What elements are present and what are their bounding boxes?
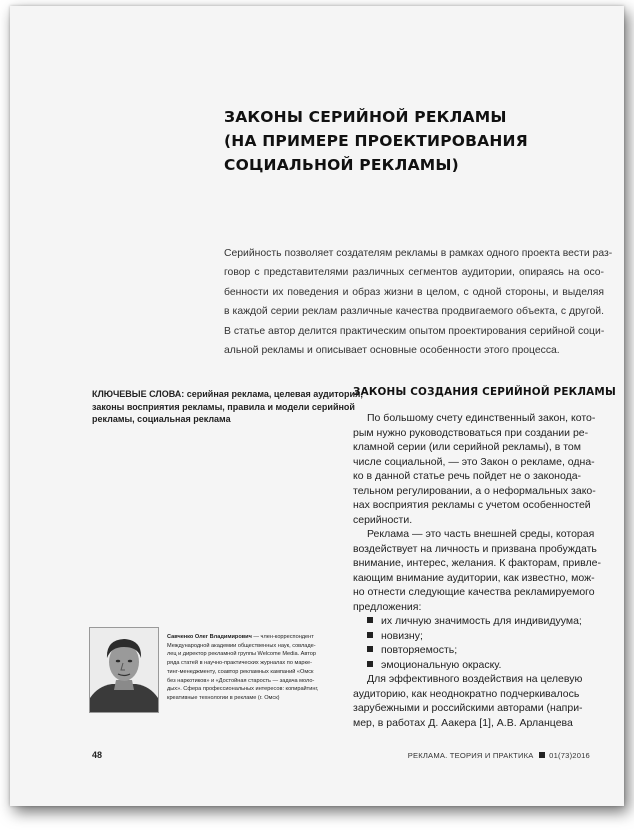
- keywords-line: законы восприятия рекламы, правила и модели серийной: [92, 401, 355, 412]
- body-line: кающим внимание аудитории, как известно, мож-: [353, 571, 595, 584]
- bio-line: [167, 633, 347, 642]
- bullet-text: их личную значимость для индивидуума;: [381, 615, 582, 627]
- list-item: [353, 629, 598, 644]
- abstract: [224, 244, 613, 360]
- square-separator-icon: [539, 752, 545, 758]
- journal-footer: [408, 751, 590, 760]
- abstract-line: в каждой серии реклам различные качества продвигаемого объекта, с другой.: [224, 306, 604, 318]
- section-heading: ЗАКОНЫ СОЗДАНИЯ СЕРИЙНОЙ РЕКЛАМЫ: [353, 386, 616, 398]
- body-line: внимание, интерес, желания. К факторам, привле-: [353, 557, 601, 569]
- list-item: [353, 643, 598, 658]
- bio-line: ряда статей в научно-практических журналах по марке-: [167, 660, 313, 667]
- bullet-text: повторяемость;: [381, 644, 458, 656]
- body-line: тельном регулировании, а о неформальных зако-: [353, 484, 596, 497]
- bullet-list: [353, 614, 598, 672]
- body-line: числе социальной, — это Закон о рекламе, одна-: [353, 455, 595, 468]
- bio-line: тинг-менеджменту, соавтор рекламных кампаний «Омск: [167, 668, 314, 675]
- body-line: Реклама — это часть внешней среды, которая: [367, 528, 595, 540]
- keywords-line: рекламы, социальная реклама: [92, 414, 231, 424]
- bio-first-line-rest: — член-корреспондент: [251, 634, 314, 640]
- list-item: [353, 614, 598, 629]
- list-item: [353, 658, 598, 673]
- keywords: [92, 388, 363, 426]
- body-line: рым нужно руководствоваться при создании ре-: [353, 426, 589, 439]
- article-body: [353, 411, 601, 730]
- author-bio: [167, 633, 347, 703]
- body-line: зарубежными и российскими авторами (напри-: [353, 702, 583, 714]
- bullet-text: эмоциональную окраску.: [381, 658, 502, 671]
- abstract-line: бенности их поведения и образ жизни в целом, с одной стороны, и выделяя: [224, 286, 604, 298]
- bio-line: лец и директор рекламной группы Welcome Media. Автор: [167, 651, 316, 658]
- bio-line: креативные технологии в рекламе (г. Омск): [167, 694, 280, 701]
- journal-issue: 01(73)2016: [549, 751, 590, 760]
- title-line: СОЦИАЛЬНОЙ РЕКЛАМЫ): [224, 156, 459, 174]
- body-line: воздействует на личность и призвана пробуждать: [353, 542, 597, 555]
- journal-name: РЕКЛАМА. ТЕОРИЯ И ПРАКТИКА: [407, 751, 534, 760]
- body-line: нах восприятия рекламы с учетом особенностей: [353, 499, 591, 511]
- body-line: предложения:: [353, 600, 422, 613]
- abstract-line: Серийность позволяет создателям рекламы в рамках одного проекта вести раз-: [224, 248, 613, 259]
- square-bullet-icon: [367, 617, 373, 623]
- square-bullet-icon: [367, 661, 373, 667]
- author-portrait-photo-icon: [90, 628, 158, 712]
- article-title: [224, 105, 564, 177]
- page-number: 48: [92, 750, 103, 760]
- body-line: но отнести следующие качества рекламируемого: [353, 586, 595, 598]
- title-line: ЗАКОНЫ СЕРИЙНОЙ РЕКЛАМЫ: [224, 108, 507, 126]
- bio-line: Международной академии общественных наук, совладе-: [167, 642, 316, 649]
- keywords-line: КЛЮЧЕВЫЕ СЛОВА: серийная реклама, целевая аудитория,: [92, 389, 363, 399]
- body-line: серийности.: [353, 513, 413, 526]
- journal-page: [10, 6, 624, 806]
- author-name: Савченко Олег Владимирович: [167, 634, 252, 640]
- bio-line: без наркотиков» и «Достойная старость — задача моло-: [167, 677, 315, 684]
- bullet-text: новизну;: [381, 629, 423, 642]
- title-line: (НА ПРИМЕРЕ ПРОЕКТИРОВАНИЯ: [224, 132, 528, 150]
- body-line: ко в данной статье речь пойдет не о законода-: [353, 470, 582, 482]
- body-line: мер, в работах Д. Аакера [1], А.В. Арланцева: [353, 716, 573, 729]
- square-bullet-icon: [367, 646, 373, 652]
- body-line: аудиторию, как неоднократно подчеркивалось: [353, 687, 580, 700]
- author-photo: [89, 627, 159, 713]
- abstract-line: говор с представителями различных сегментов аудитории, опираясь на осо-: [224, 267, 604, 279]
- body-line: Для эффективного воздействия на целевую: [367, 673, 583, 685]
- body-line: кламной серии (или серийной рекламы), в том: [353, 441, 581, 453]
- abstract-line: альной рекламы и описывает основные особенности этого процесса.: [224, 345, 560, 357]
- abstract-line: В статье автор делится практическим опытом проектирования серийной соци-: [224, 325, 605, 337]
- square-bullet-icon: [367, 632, 373, 638]
- bio-line: дых». Сфера профессиональных интересов: копирайтинг,: [167, 686, 319, 693]
- body-line: По большому счету единственный закон, кото-: [367, 412, 596, 424]
